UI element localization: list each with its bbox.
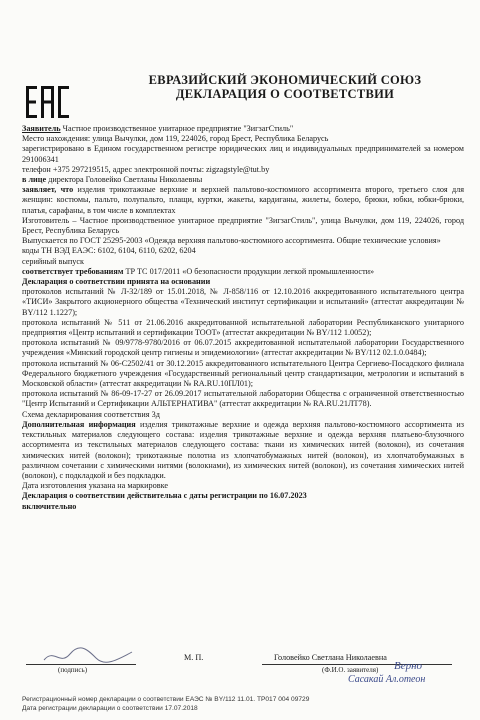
additional-info xyxy=(22,420,464,481)
registration-number-line xyxy=(22,696,464,705)
registration-date-line xyxy=(22,705,464,714)
declares-line xyxy=(22,185,464,216)
name-caption: (Ф.И.О. заявителя) xyxy=(322,666,379,674)
validity-date: 16.07.2023 xyxy=(269,491,307,501)
union-title: ЕВРАЗИЙСКИЙ ЭКОНОМИЧЕСКИЙ СОЮЗ xyxy=(148,73,422,87)
declares-label: заявляет, что xyxy=(22,185,74,195)
reg-date-label: Дата регистрации декларации о соответствии xyxy=(22,704,163,712)
validity-label: Декларация о соответствии действительна с даты регистрации по xyxy=(22,491,268,501)
person-label: в лице xyxy=(22,175,47,185)
stamp-label: М. П. xyxy=(184,653,204,662)
standard-line: Выпускается по ГОСТ 25295-2003 «Одежда верхняя пальтово-костюмного ассортимента. Общие технические условия» xyxy=(22,236,441,246)
eac-logo xyxy=(24,82,72,122)
reg-number: ЕАЭС № BY/112 11.01. ТР017 004 09729 xyxy=(185,696,310,703)
declarant-line xyxy=(22,124,464,134)
reg-number-label: Регистрационный номер декларации о соответствии xyxy=(22,696,184,703)
additional-label: Дополнительная информация xyxy=(22,419,136,429)
validity-line xyxy=(22,491,464,511)
signature-line xyxy=(26,664,136,665)
document-header xyxy=(120,73,450,101)
name-line xyxy=(262,664,452,665)
protocol-item: протокола испытаний № 09/9778-9780/2016 от 06.07.2015 аккредитованной испытательной лаборатории Государственного учреждения «Минский городской центр гигиены и эпидемиологии» (аттестат аккредитации № BY/112 02.1.0.0484); xyxy=(22,338,464,358)
serial-line: серийный выпуск xyxy=(22,256,84,266)
reg-date: 17.07.2018 xyxy=(164,704,198,712)
protocol-item: протокола испытаний № 86-09-17-27 от 26.09.2017 испытательной лаборатории Общества с ограниченной ответственностью "Центр Испытаний и Сертификации АЛЬТЕРНАТИВА" (аттестат аккредитации № RA.RU.21ЛТ78). xyxy=(22,389,464,409)
conforms-line xyxy=(22,267,464,277)
product-description: изделия трикотажные верхние и верхней пальтово-костюмного ассортимента второго, третьего слоя для женщин: костюмы, пальто, полупальто, плащи, куртки, жакеты, кардиганы, жилеты, болеро, брюки, юбки, юбки-брюки, платья, сарафаны, в том числе в комплектах xyxy=(22,185,464,215)
validity-suffix: включительно xyxy=(22,501,77,511)
handwritten-note-2: Сасакай Ал.отеон xyxy=(348,674,426,685)
registration-footer xyxy=(22,696,464,713)
signature-block xyxy=(22,650,464,690)
manufacturer-line: Изготовитель – Частное производственное унитарное предприятие "ЗигзагСтиль", улица Вычулки, дом 119, 224026, город Брест, Республика Беларусь xyxy=(22,215,464,236)
declarant-registration: зарегистрировано в Едином государственном регистре юридических лиц и индивидуальных предпринимателей за номером 291006341 xyxy=(22,144,464,164)
handwritten-note-1: Верно xyxy=(394,660,423,672)
declarant-location: Место нахождения: улица Вычулки, дом 119, 224026, город Брест, Республика Беларусь xyxy=(22,134,329,144)
declarant-contacts: телефон +375 297219515, адрес электронной почты: zigzagstyle@tut.by xyxy=(22,164,270,174)
protocol-item: протокола испытаний № 06-С2502/41 от 30.12.2015 аккредитованного испытательного Центра Сергиево-Посадского филиала Федерального бюджетного учреждения «Государственный региональный центр стандартизации, метрологии и испытаний в Московской области» (аттестат аккредитации № RA.RU.10ПЛ01); xyxy=(22,358,464,389)
declarant-person-line xyxy=(22,175,464,185)
applicant-name: Головейко Светлана Николаевна xyxy=(274,653,387,662)
additional-text: изделия трикотажные верхние и одежда верхняя пальтово-костюмного ассортимента из текстильных материалов следующего состава: изделия трикотажные верхние и одежда верхняя платьево-блузочного ассортимента из текстильных материалов следующего состава: ткани из химических нитей (волокон), из сочетания химических нитей (волокон); трикотажные полотна из хлопчатобумажных нитей (волокон), из хлопчатобумажных в различном сочетании с химическими нитями (волокнами), из химических нитей (волокон), из сочетания химических нитей (волокон), с подкладкой и без подкладки. xyxy=(22,419,464,480)
signature-caption: (подпись) xyxy=(58,666,88,674)
declarant-label: Заявитель xyxy=(22,124,61,133)
conforms-text: ТР ТС 017/2011 «О безопасности продукции легкой промышленности» xyxy=(123,266,375,276)
declarant-name: Частное производственное унитарное предприятие "ЗигзагСтиль" xyxy=(60,124,294,133)
declaration-body xyxy=(22,124,464,512)
manufacture-date-line: Дата изготовления указана на маркировке xyxy=(22,481,168,491)
declaration-title: ДЕКЛАРАЦИЯ О СООТВЕТСТВИИ xyxy=(175,87,395,101)
basis-label: Декларация о соответствии принята на основании xyxy=(22,277,211,287)
conforms-label: соответствует требованиям xyxy=(22,266,124,276)
codes-line: коды ТН ВЭД ЕАЭС: 6102, 6104, 6110, 6202, 6204 xyxy=(22,246,196,256)
protocol-item: протоколов испытаний № Л-32/189 от 15.01.2018, № Л-858/116 от 12.10.2016 аккредитованного испытательного центра «ТИСИ» Закрытого акционерного общества «Технический институт сертификации и испытаний» (аттестат аккредитации № BY/112 1.1227); xyxy=(22,287,464,317)
scheme-line: Схема декларирования соответствия 3д xyxy=(22,409,160,419)
protocol-item: протокола испытаний № 511 от 21.06.2016 аккредитованной испытательной лаборатории Республиканского унитарного предприятия «Центр испытаний и сертификации ТООТ» (аттестат аккредитации № BY/112 1.0052); xyxy=(22,317,464,338)
person-name: директора Головейко Светланы Николаевны xyxy=(46,175,203,185)
